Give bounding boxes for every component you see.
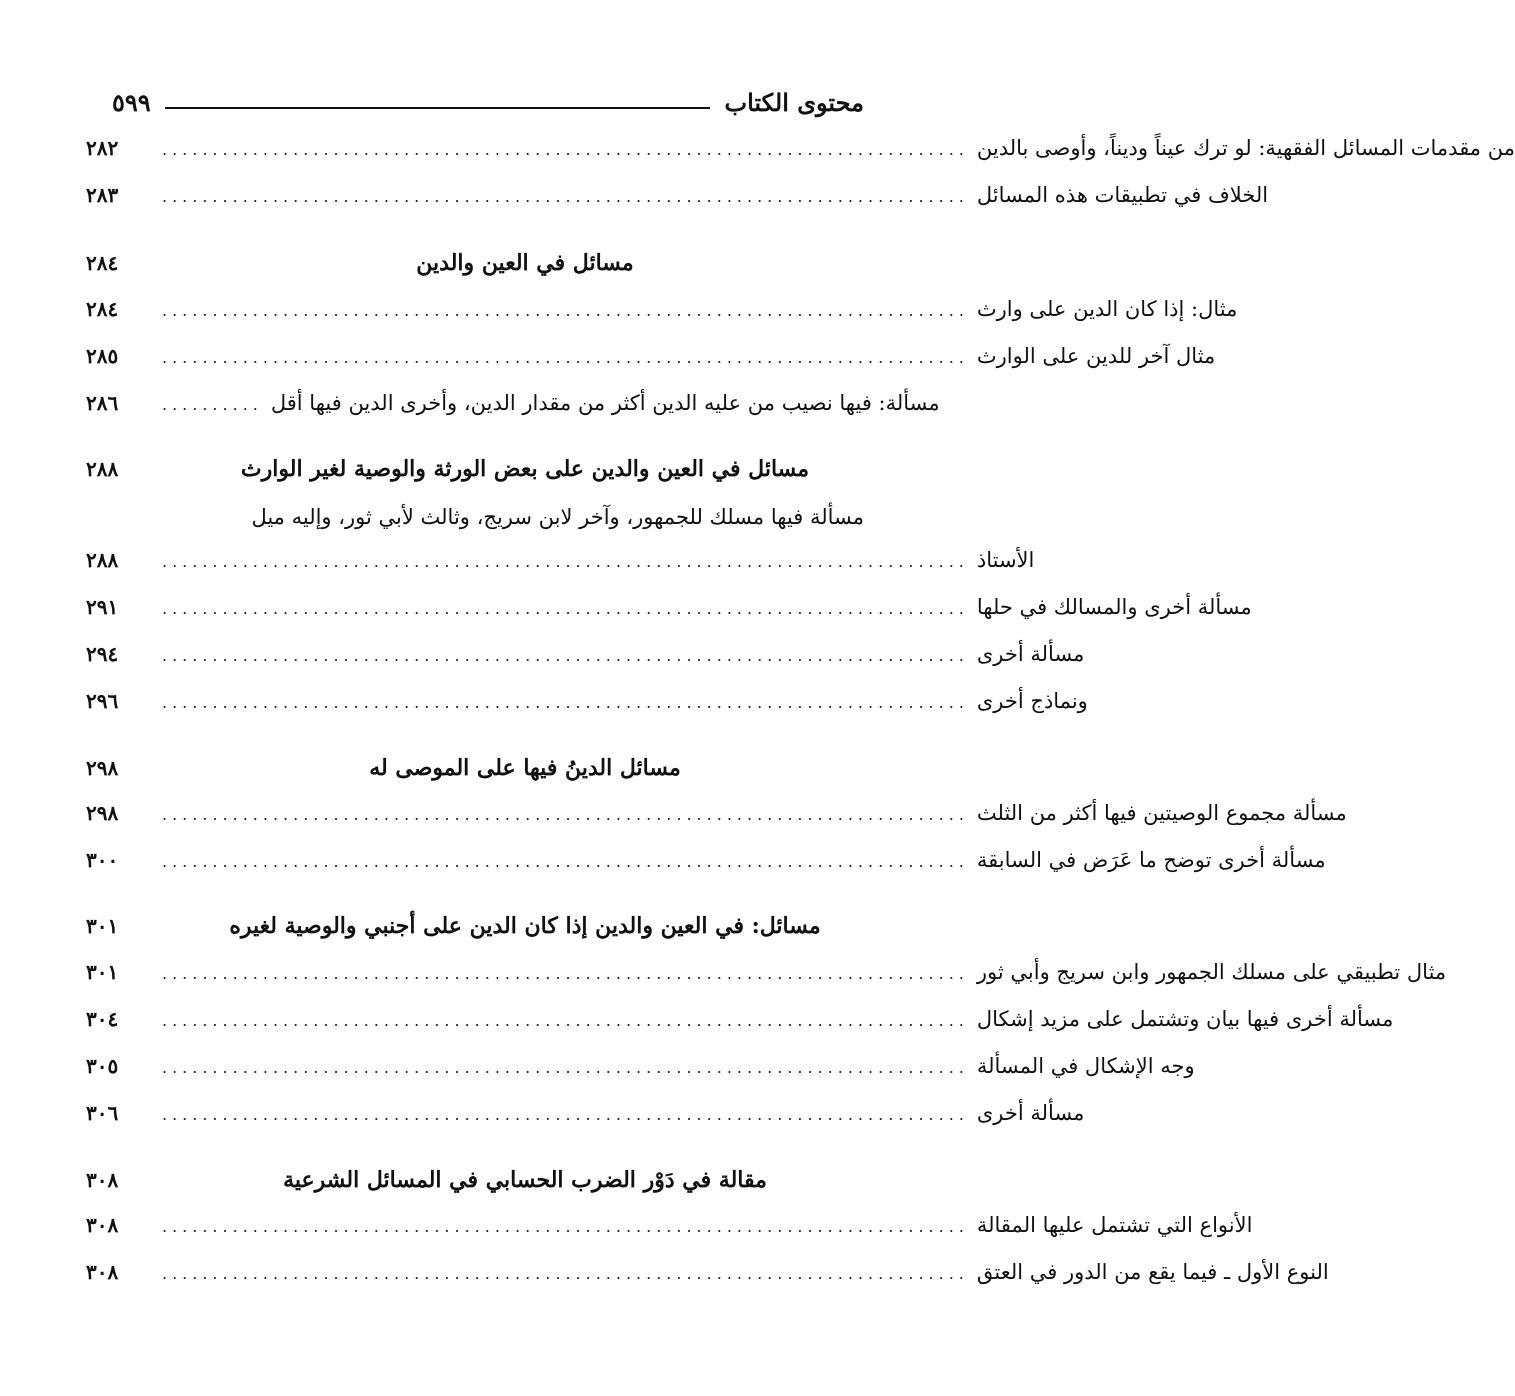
toc-text: مثال تطبيقي على مسلك الجمهور وابن سريج وأبي ثور: [976, 959, 1447, 984]
leader-dots: ................................................................................: [162, 852, 969, 872]
toc-page: ٢٨٤: [86, 296, 119, 321]
toc-entry: [86, 183, 1269, 208]
toc-page: ٢٨٢: [86, 136, 119, 160]
toc-entry: [86, 343, 1216, 369]
leader-dots: ................................................................................: [162, 187, 969, 207]
toc-entry: [86, 547, 1035, 573]
leader-dots: ................................................................................: [162, 805, 969, 825]
toc-page: ٣٠٦: [86, 1101, 119, 1126]
section-title: مقالة في دَوْر الضرب الحسابي في المسائل الشرعية: [283, 1166, 767, 1193]
section-title: مسائل في العين والدين على بعض الورثة والوصية لغير الوارث: [240, 456, 810, 483]
toc-text: مسألة أخرى: [976, 1101, 1085, 1126]
toc-entry: [86, 1101, 1085, 1126]
toc-page: ٣٠٤: [86, 1007, 119, 1031]
leader-dots: ................................................................................: [162, 140, 969, 159]
leader-dots: ................................................................................: [162, 693, 969, 713]
toc-page: ٣٠٨: [86, 1260, 119, 1285]
toc-page: ٣٠٨: [86, 1167, 119, 1192]
toc-page: ٢٩٤: [86, 642, 119, 667]
toc-text: وجه الإشكال في المسألة: [976, 1054, 1195, 1079]
toc-section-heading: [86, 250, 864, 276]
toc-entry: [86, 1007, 1394, 1032]
toc-text: النوع الأول ـ فيما يقع من الدور في العتق: [976, 1260, 1329, 1285]
toc-text: مسألة أخرى والمسالك في حلها: [976, 595, 1252, 620]
toc-entry: [86, 642, 1085, 667]
toc-page: ٢٨٨: [86, 457, 119, 482]
toc-section-heading: [86, 1167, 864, 1193]
toc-entry: [86, 136, 1515, 161]
toc-page: ٣٠٥: [86, 1054, 119, 1079]
toc-page: ٢٨٣: [86, 183, 119, 208]
page-header: [112, 82, 864, 122]
toc-page: ٣٠٠: [86, 848, 119, 873]
toc-text: من مقدمات المسائل الفقهية: لو ترك عيناً وديناً، وأوصى بالدين: [976, 136, 1515, 160]
toc-entry: [86, 1054, 1195, 1079]
toc-text: مسألة أخرى: [976, 642, 1085, 667]
toc-page: ٢٩٦: [86, 689, 119, 714]
table-of-contents: [86, 128, 1515, 1285]
toc-page: ٢٩١: [86, 595, 119, 620]
leader-dots: ................................................................................: [162, 1058, 969, 1078]
toc-text: مثال آخر للدين على الوارث: [976, 343, 1216, 368]
toc-page: ٢٨٨: [86, 547, 119, 572]
leader-dots: ................................................................................: [162, 599, 969, 619]
toc-text: مثال: إذا كان الدين على وارث: [976, 296, 1238, 321]
toc-page: ٢٩٨: [86, 801, 119, 826]
section-title: مسائل في العين والدين: [416, 250, 634, 277]
toc-page: ٢٨٥: [86, 343, 119, 368]
toc-entry: [86, 801, 1347, 826]
toc-text: ونماذج أخرى: [976, 689, 1088, 714]
toc-entry: [86, 848, 1326, 873]
toc-text: مسألة مجموع الوصيتين فيها أكثر من الثلث: [976, 801, 1347, 826]
toc-entry: [86, 1260, 1329, 1285]
toc-page: ٢٨٤: [86, 251, 119, 276]
leader-dots: ................................................................................: [162, 1216, 969, 1236]
toc-page: ٣٠١: [86, 959, 119, 984]
toc-text: الأنواع التي تشتمل عليها المقالة: [976, 1212, 1253, 1237]
toc-entry: [86, 689, 1088, 714]
toc-entry: [86, 1212, 1253, 1238]
leader-dots: ................................................................................: [162, 551, 969, 571]
toc-entry-wrapped: مسألة فيها مسلك للجمهور، وآخر لابن سريج، وثالث لأبي ثور، وإليه ميل: [251, 504, 864, 529]
leader-dots: ................................................................................: [162, 300, 969, 320]
toc-text: الخلاف في تطبيقات هذه المسائل: [976, 183, 1269, 208]
toc-text: مسألة أخرى توضح ما عَرَض في السابقة: [976, 848, 1326, 873]
leader-dots: ................................................................................: [162, 646, 969, 666]
toc-page: ٣٠٨: [86, 1212, 119, 1237]
header-rule: [165, 107, 711, 109]
leader-dots: ................................................................................: [162, 1264, 969, 1284]
toc-entry: [86, 595, 1252, 620]
toc-entry: [86, 959, 1447, 985]
section-title: مسائل: في العين والدين إذا كان الدين على أجنبي والوصية لغيره: [229, 913, 821, 940]
toc-entry: [86, 296, 1238, 322]
section-title: مسائل الدينُ فيها على الموصى له: [369, 754, 681, 781]
toc-entry: [86, 391, 940, 416]
leader-dots: ..........: [162, 395, 263, 415]
toc-page: ٣٠١: [86, 914, 119, 939]
toc-section-heading: [86, 456, 864, 482]
toc-section-heading: [86, 913, 864, 939]
toc-text: الأستاذ: [976, 547, 1035, 572]
leader-dots: ................................................................................: [162, 963, 969, 983]
toc-page: ٢٩٨: [86, 755, 119, 780]
leader-dots: ................................................................................: [162, 1011, 969, 1030]
toc-page: ٢٨٦: [86, 391, 119, 416]
leader-dots: ................................................................................: [162, 347, 969, 367]
toc-text: مسألة: فيها نصيب من عليه الدين أكثر من مقدار الدين، وأخرى الدين فيها أقل: [270, 391, 940, 416]
page-number: ٥٩٩: [112, 87, 151, 117]
toc-section-heading: [86, 755, 864, 781]
running-title: محتوى الكتاب: [724, 87, 864, 117]
toc-text: مسألة أخرى فيها بيان وتشتمل على مزيد إشكال: [976, 1007, 1394, 1031]
leader-dots: ................................................................................: [162, 1105, 969, 1125]
